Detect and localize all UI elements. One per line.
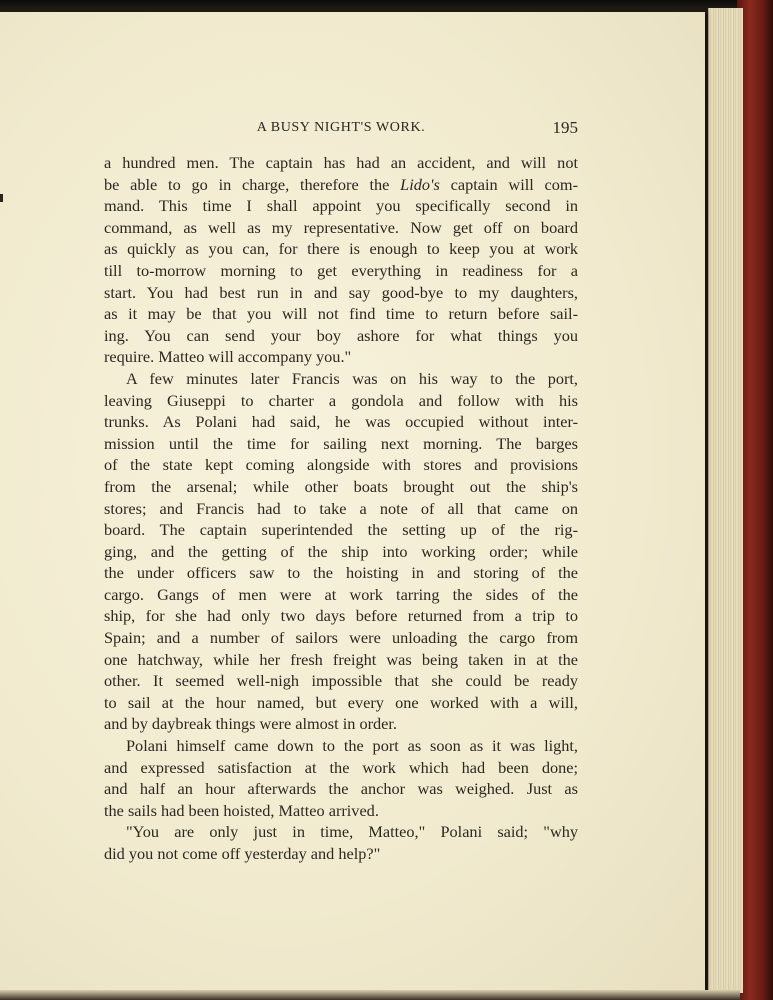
text-line: ing. You can send your boy ashore for what things you [104, 325, 578, 345]
text-line: one hatchway, while her fresh freight was being taken in at the [104, 649, 578, 669]
text-line: start. You had best run in and say good-bye to my daughters, [104, 282, 578, 302]
page-number: 195 [552, 118, 578, 137]
text-line: the under officers saw to the hoisting in and storing of the [104, 563, 578, 583]
text-line: as quickly as you can, for there is enough to keep you at work [104, 239, 578, 259]
text-line: Spain; and a number of sailors were unloading the cargo from [104, 628, 578, 648]
text-line: command, as well as my representative. Now get off on board [104, 217, 578, 237]
text-line: Polani himself came down to the port as soon as it was light, [126, 736, 578, 756]
text-line: "You are only just in time, Matteo," Polani said; "why [126, 822, 578, 842]
text-line: leaving Giuseppi to charter a gondola and follow with his [104, 390, 578, 410]
text-line: and expressed satisfaction at the work which had been done; [104, 757, 578, 777]
text-line: to sail at the hour named, but every one worked with a will, [104, 692, 578, 712]
text-line: cargo. Gangs of men were at work tarring the sides of the [104, 584, 578, 604]
text-line: other. It seemed well-nigh impossible that she could be ready [104, 671, 578, 691]
text-line: till to-morrow morning to get everything in readiness for a [104, 260, 578, 280]
text-line: of the state kept coming alongside with stores and provisions [104, 455, 578, 475]
text-line: the sails had been hoisted, Matteo arrived. [104, 800, 379, 820]
text-line: a hundred men. The captain has had an accident, and will not [104, 153, 578, 172]
ship-name: Lido's [400, 174, 440, 194]
text-line: board. The captain superintended the setting up of the rig- [104, 520, 578, 540]
text-line: mand. This time I shall appoint you specifically second in [104, 196, 578, 216]
text-line: ging, and the getting of the ship into working order; while [104, 541, 578, 561]
page-header [104, 120, 578, 142]
body-text [104, 152, 578, 865]
text-line: mission until the time for sailing next morning. The barges [104, 433, 578, 453]
text-line: ship, for she had only two days before returned from a trip to [104, 606, 578, 626]
text-line: did you not come off yesterday and help?" [104, 844, 381, 863]
text-line: be able to go in charge, therefore the Lido's captain will com- [104, 174, 578, 194]
text-line: and half an hour afterwards the anchor was weighed. Just as [104, 779, 578, 799]
text-line: A few minutes later Francis was on his way to the port, [126, 368, 578, 388]
text-line: from the arsenal; while other boats brought out the ship's [104, 476, 578, 496]
text-line: as it may be that you will not find time to return before sail- [104, 304, 578, 324]
running-head: A BUSY NIGHT'S WORK. [256, 120, 426, 135]
text-line: trunks. As Polani had said, he was occupied without inter- [104, 412, 578, 432]
text-line: stores; and Francis had to take a note of all that came on [104, 498, 578, 518]
text-line: and by daybreak things were almost in order. [104, 714, 397, 734]
page-stack-edge [708, 8, 743, 993]
margin-mark [0, 194, 3, 202]
page-bottom-edge [0, 990, 740, 1000]
text-line: require. Matteo will accompany you." [104, 347, 352, 367]
